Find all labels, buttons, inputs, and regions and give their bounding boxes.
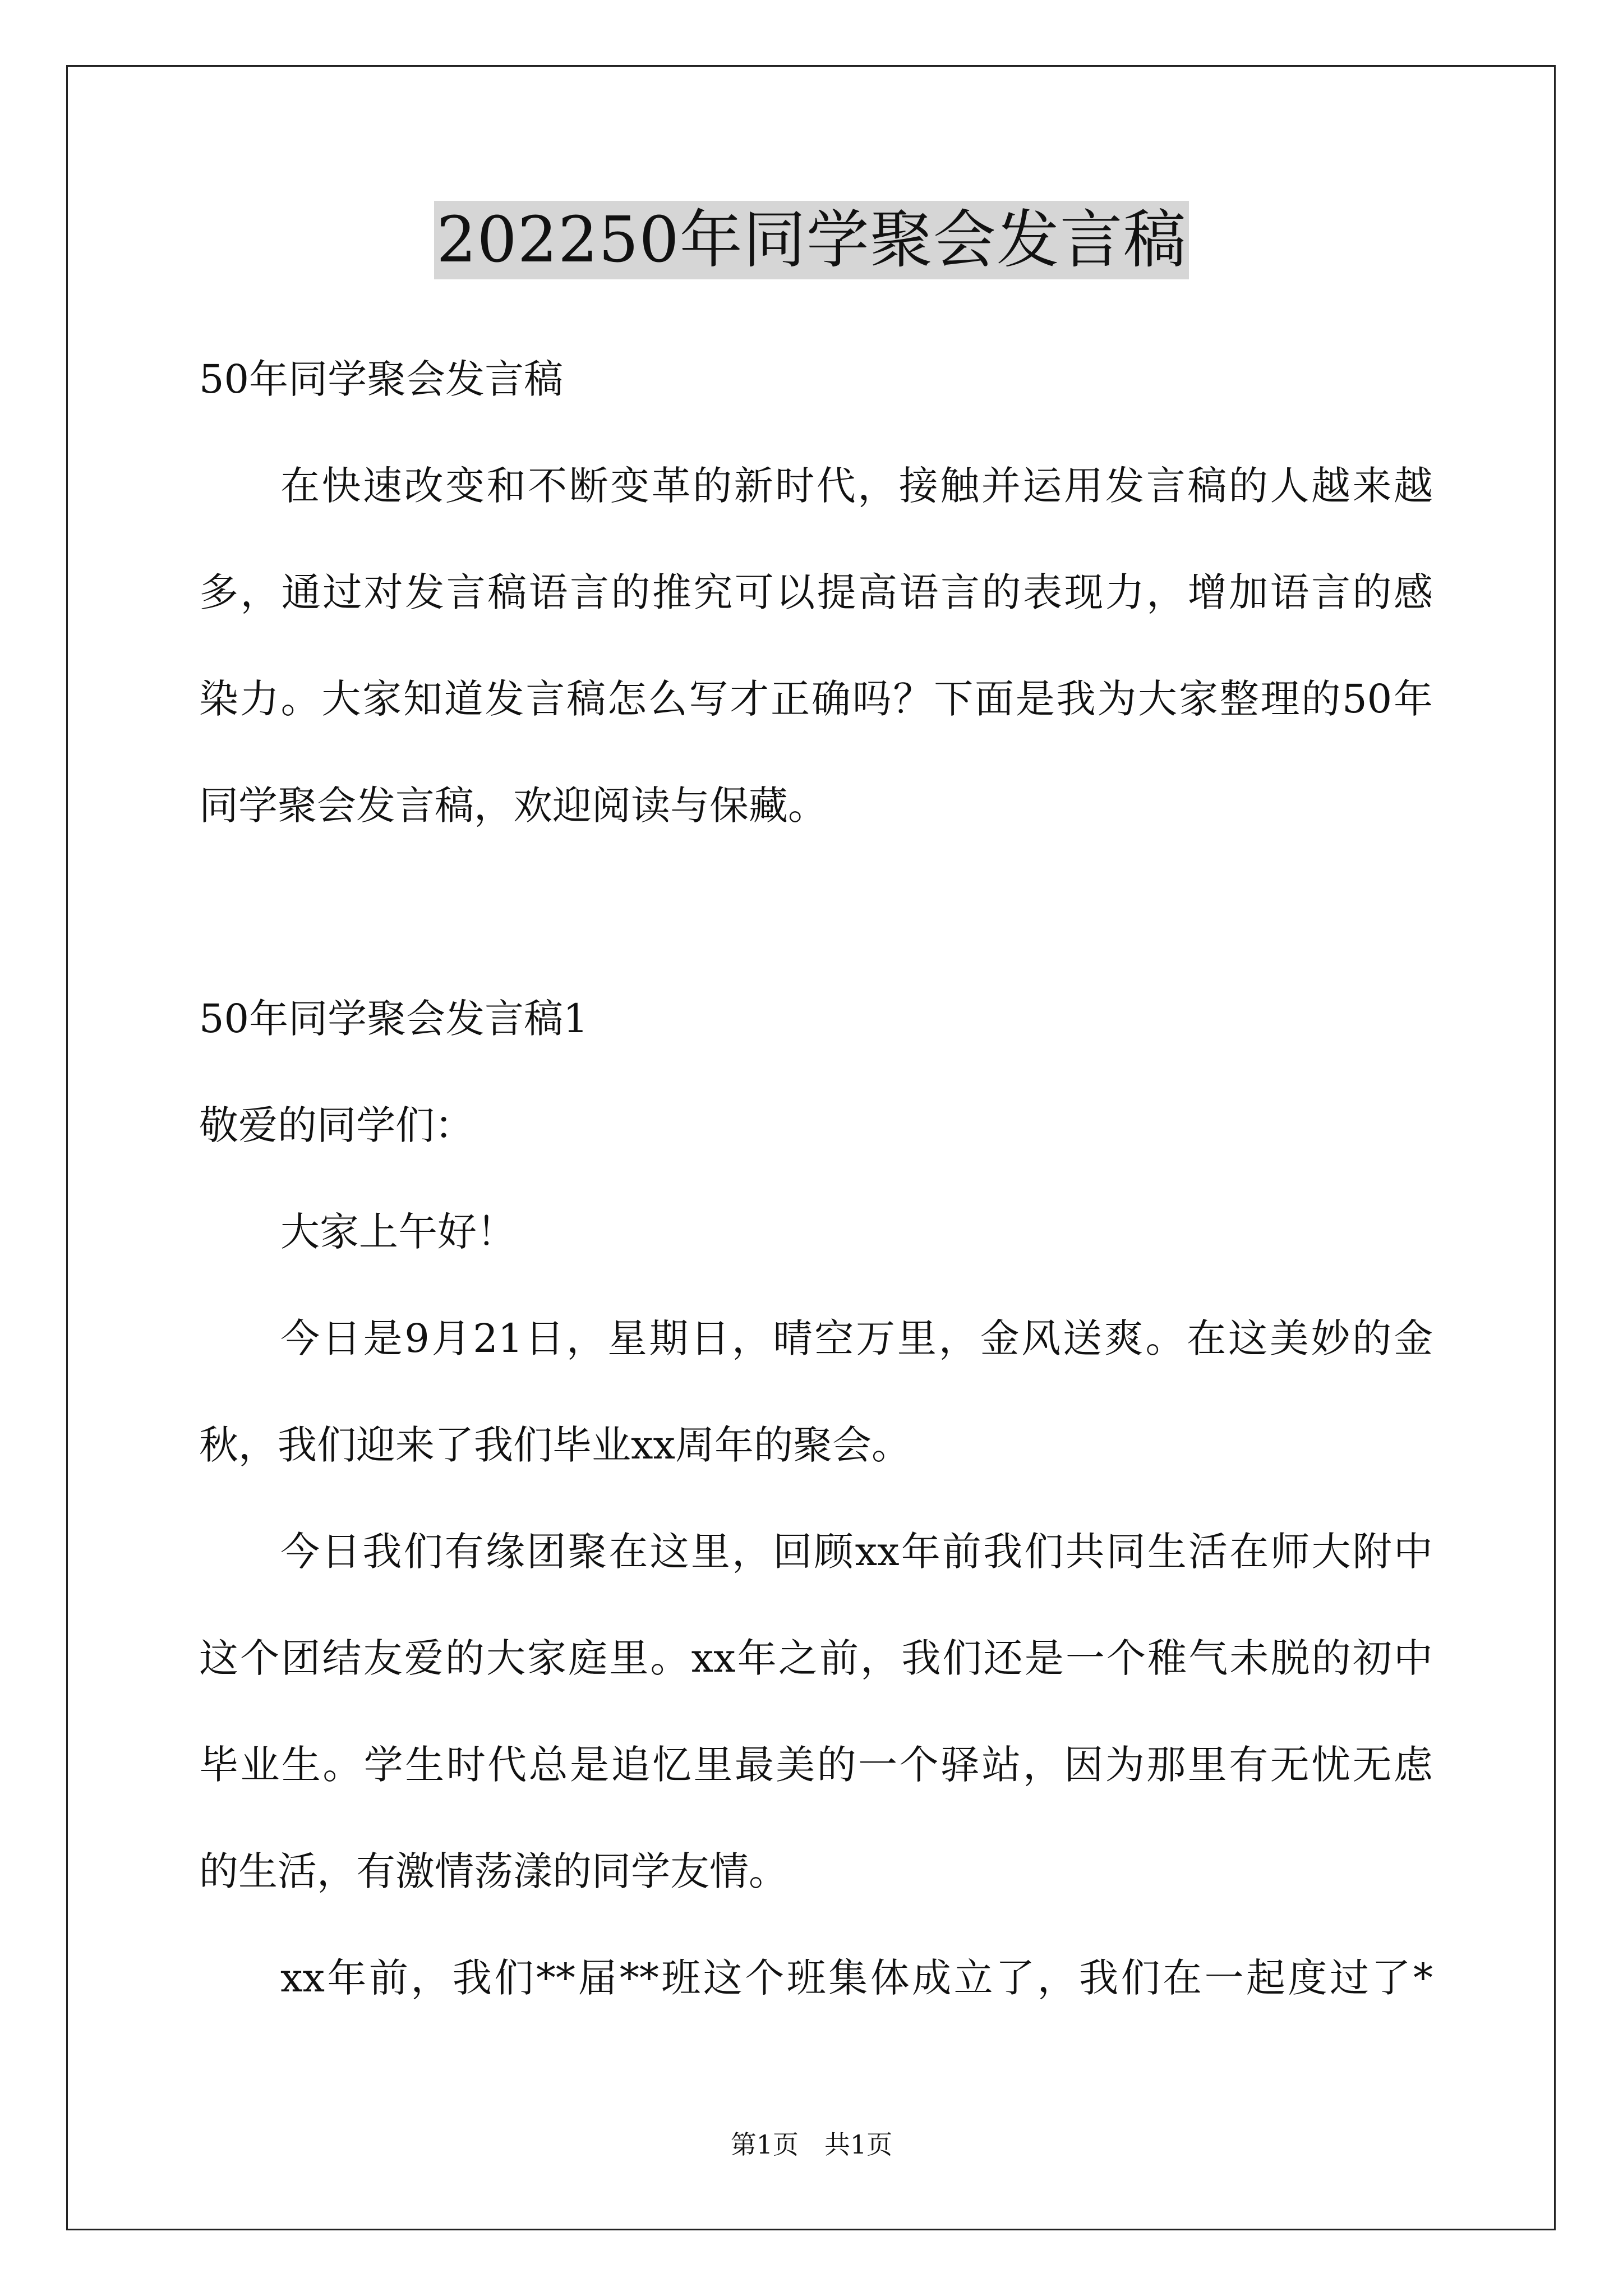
- salutation: 敬爱的同学们：: [199, 1102, 474, 1148]
- section-title: 50年同学聚会发言稿1: [199, 996, 588, 1042]
- paragraph-line: xx年前，我们**届**班这个班集体成立了，我们在一起度过了*: [280, 1955, 1433, 2001]
- page-footer: 第1页 共1页: [730, 2129, 893, 2160]
- paragraph-line: 这个团结友爱的大家庭里。xx年之前，我们还是一个稚气未脱的初中: [199, 1635, 1433, 1681]
- paragraph-line: 今日我们有缘团聚在这里，回顾xx年前我们共同生活在师大附中: [280, 1529, 1433, 1575]
- intro-line: 同学聚会发言稿，欢迎阅读与保藏。: [199, 783, 827, 829]
- document-title: 202250年同学聚会发言稿: [434, 201, 1189, 279]
- intro-line: 多，通过对发言稿语言的推究可以提高语言的表现力，增加语言的感: [199, 569, 1433, 615]
- intro-line: 染力。大家知道发言稿怎么写才正确吗？下面是我为大家整理的50年: [199, 676, 1433, 722]
- paragraph-line: 秋，我们迎来了我们毕业xx周年的聚会。: [199, 1422, 911, 1468]
- title-container: [0, 201, 1623, 279]
- greeting: 大家上午好！: [280, 1209, 516, 1255]
- subtitle: 50年同学聚会发言稿: [199, 356, 564, 402]
- paragraph-line: 的生活，有激情荡漾的同学友情。: [199, 1848, 788, 1894]
- paragraph-line: 今日是9月21日，星期日，晴空万里，金风送爽。在这美妙的金: [280, 1315, 1433, 1361]
- paragraph-line: 毕业生。学生时代总是追忆里最美的一个驿站，因为那里有无忧无虑: [199, 1742, 1433, 1788]
- intro-line: 在快速改变和不断变革的新时代，接触并运用发言稿的人越来越: [280, 463, 1433, 509]
